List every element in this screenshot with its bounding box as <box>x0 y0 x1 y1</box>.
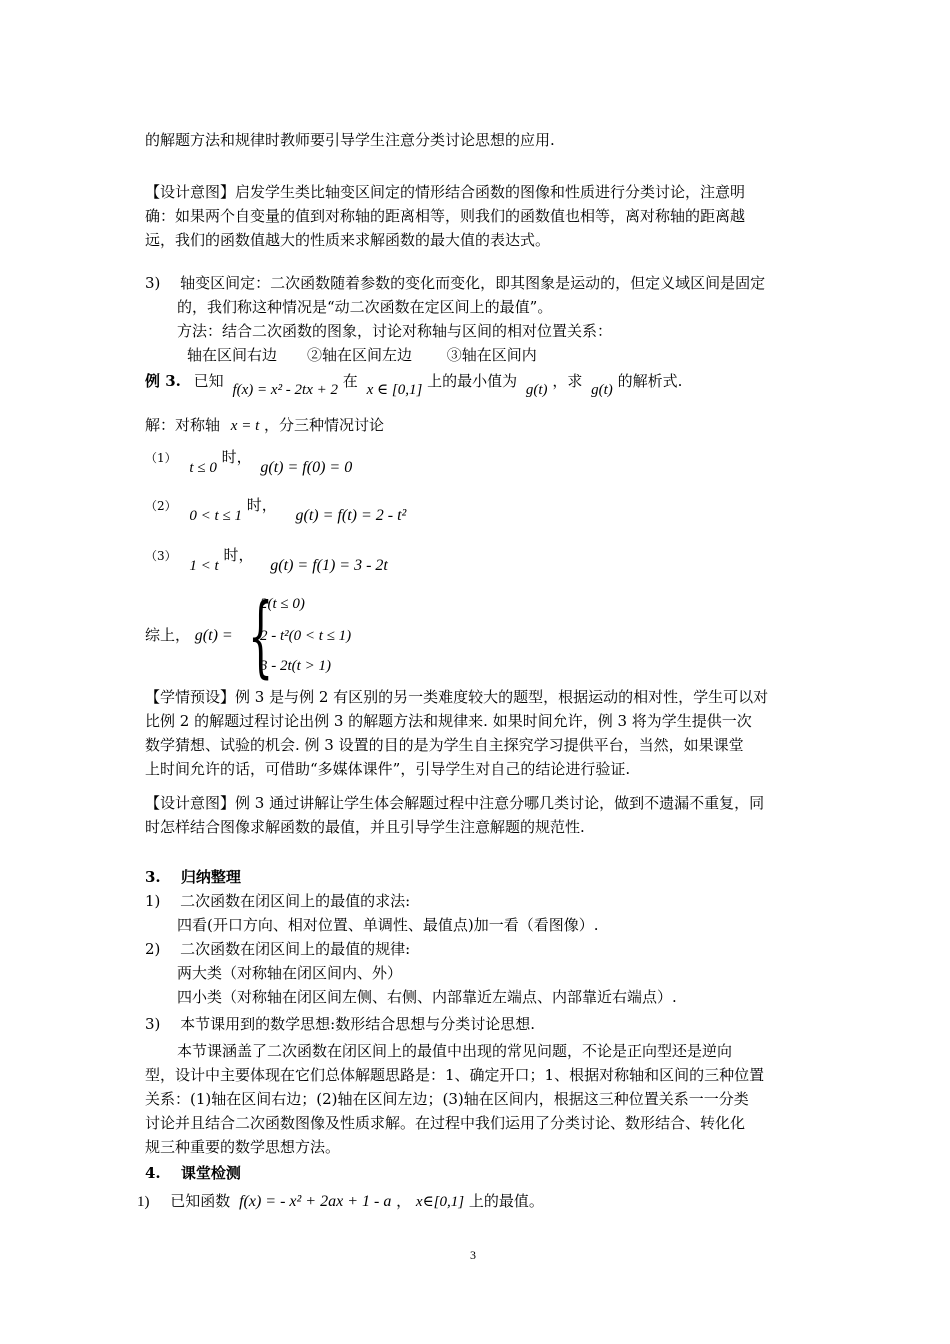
text-line-l15: 上时间允许的话，可借助“多媒体课件”，引导学生对自己的结论进行验证. <box>145 760 631 778</box>
case-result: g(t) = f(0) = 0 <box>260 459 353 476</box>
text-line-l14: 数学猜想、试验的机会. 例 3 设置的目的是为学生自主探究学习提供平台，当然，如果课堂 <box>145 736 744 754</box>
summary: 综上， g(t) = <box>145 626 233 644</box>
text-line-l01: 的解题方法和规律时教师要引导学生注意分类讨论思想的应用. <box>145 131 555 149</box>
piece-3: 3 - 2t(t > 1) <box>260 658 331 674</box>
text-line-l12: 【学情预设】例 3 是与例 2 有区别的另一类难度较大的题型，根据运动的相对性，学生可以对 <box>145 688 769 706</box>
text-line-l03: 确：如果两个自变量的值到对称轴的距离相等，则我们的函数值也相等，离对称轴的距离越 <box>145 207 746 225</box>
text-line-l22: 两大类（对称轴在闭区间内、外） <box>177 964 403 982</box>
text-line-l06: 的，我们称这种情况是“动二次函数在定区间上的最值”。 <box>177 298 553 316</box>
summary-lhs: g(t) = <box>194 627 233 644</box>
domain-interval: x ∈ [0,1] <box>366 382 423 398</box>
example-3: 例 3. 已知 f(x) = x² - 2tx + 2 在 x ∈ [0,1] 上的最小值为 g(t) ，求 g(t) 的解析式. <box>145 372 683 398</box>
text-line-l02: 【设计意图】启发学生类比轴变区间定的情形结合函数的图像和性质进行分类讨论，注意明 <box>145 183 746 201</box>
case-condition: 1 < t <box>189 558 219 574</box>
text-line-l05: 3) 轴变区间定：二次函数随着参数的变化而变化，即其图象是运动的，但定义域区间是固定 <box>145 274 766 292</box>
function-definition: f(x) = x² - 2tx + 2 <box>232 382 339 398</box>
text-line-l20: 四看(开口方向、相对位置、单调性、最值点)加一看（看图像）. <box>177 916 599 934</box>
text-line-l08: 轴在区间右边 ②轴在区间左边 ③轴在区间内 <box>187 346 537 364</box>
piece-1: 2(t ≤ 0) <box>260 596 305 612</box>
example-label: 例 3. <box>145 372 181 390</box>
exercise-domain: x∈[0,1] <box>415 1194 465 1210</box>
text-line-l30: 4. 课堂检测 <box>145 1164 241 1182</box>
text-line-l29: 规三种重要的数学思想方法。 <box>145 1138 341 1156</box>
text-line-l21: 2) 二次函数在闭区间上的最值的规律: <box>145 940 411 958</box>
text-line-l28: 讨论并且结合二次函数图像及性质求解。在过程中我们运用了分类讨论、数形结合、转化化 <box>145 1114 746 1132</box>
text-line-l25: 本节课涵盖了二次函数在闭区间上的最值中出现的常见问题，不论是正向型还是逆向 <box>177 1042 733 1060</box>
text-line-l26: 型，设计中主要体现在它们总体解题思路是：1、确定开口；1、根据对称轴和区间的三种位置 <box>145 1066 765 1084</box>
case-2: （2） 0 < t ≤ 1 时， g(t) = f(t) = 2 - t² <box>145 496 407 524</box>
text-line-l23: 四小类（对称轴在闭区间左侧、右侧、内部靠近左端点、内部靠近右端点）. <box>177 988 677 1006</box>
solution-intro: 解：对称轴 x = t ，分三种情况讨论 <box>145 416 385 434</box>
text-line-l07: 方法：结合二次函数的图象，讨论对称轴与区间的相对位置关系： <box>177 322 613 340</box>
case-1: （1） t ≤ 0 时， g(t) = f(0) = 0 <box>145 448 353 476</box>
text-line-l17: 时怎样结合图像求解函数的最值，并且引导学生注意解题的规范性. <box>145 818 585 836</box>
text-line-l19: 1) 二次函数在闭区间上的最值的求法: <box>145 892 411 910</box>
text-line-l24: 3) 本节课用到的数学思想:数形结合思想与分类讨论思想. <box>145 1015 535 1033</box>
left-brace: { <box>248 584 274 687</box>
page-number: 3 <box>470 1248 476 1262</box>
case-3: （3） 1 < t 时， g(t) = f(1) = 3 - 2t <box>145 546 388 574</box>
min-function: g(t) <box>525 382 548 398</box>
case-result: g(t) = f(t) = 2 - t² <box>295 507 407 524</box>
case-condition: t ≤ 0 <box>189 460 217 476</box>
exercise-1: 1) 已知函数 f(x) = - x² + 2ax + 1 - a ， x∈[0,1] 上的最值。 <box>137 1192 544 1210</box>
axis-equation: x = t <box>230 418 260 434</box>
case-result: g(t) = f(1) = 3 - 2t <box>270 557 388 574</box>
case-condition: 0 < t ≤ 1 <box>189 508 242 524</box>
exercise-function: f(x) = - x² + 2ax + 1 - a <box>239 1193 392 1210</box>
text-line-l04: 远，我们的函数值越大的性质来求解函数的最大值的表达式。 <box>145 231 551 249</box>
piece-2: 2 - t²(0 < t ≤ 1) <box>260 628 352 644</box>
text-line-l13: 比例 2 的解题过程讨论出例 3 的解题方法和规律来. 如果时间允许，例 3 将为学生提供一次 <box>145 712 752 730</box>
text-line-l27: 关系：(1)轴在区间右边；(2)轴在区间左边；(3)轴在区间内，根据这三种位置关系一一分类 <box>145 1090 749 1108</box>
text-line-l16: 【设计意图】例 3 通过讲解让学生体会解题过程中注意分哪几类讨论，做到不遗漏不重复，同 <box>145 794 765 812</box>
text-line-l18: 3. 归纳整理 <box>145 868 241 886</box>
